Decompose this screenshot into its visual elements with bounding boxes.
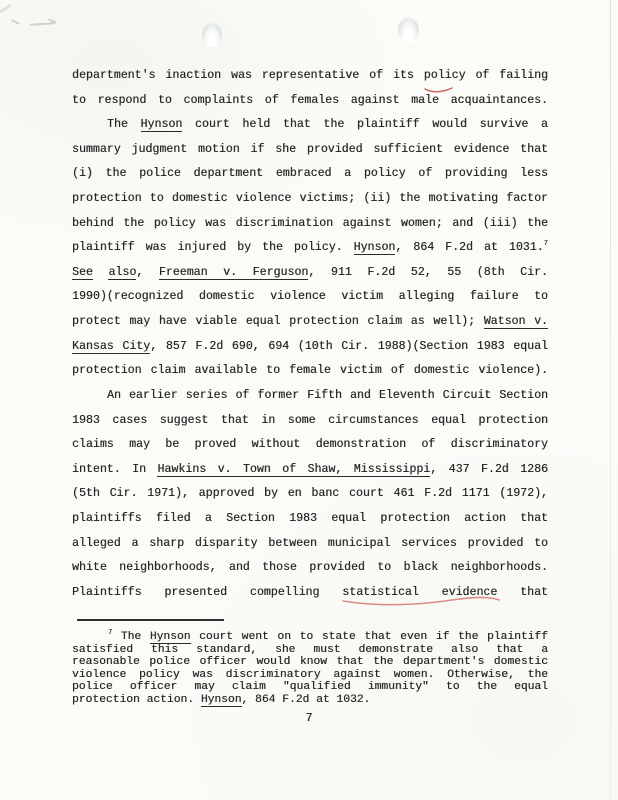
body-line bbox=[72, 458, 548, 483]
underlined-case-citation: Hynson bbox=[149, 631, 191, 643]
typed-text: plaintiffs filed a Section 1983 equal protection action that bbox=[72, 511, 548, 525]
body-line bbox=[72, 556, 548, 581]
footnote-line bbox=[72, 644, 548, 657]
typed-text: (i) the police department embraced a policy of providing less bbox=[72, 167, 548, 181]
typed-text: plaintiff was injured by the policy. bbox=[72, 241, 354, 255]
pencil-mark bbox=[30, 22, 55, 25]
footnote-line bbox=[72, 681, 548, 694]
typed-text: The bbox=[107, 118, 141, 132]
body-line bbox=[72, 335, 548, 360]
punch-hole-right bbox=[398, 17, 419, 43]
typed-text: protection action. bbox=[72, 693, 201, 706]
body-line bbox=[72, 162, 548, 187]
body-line bbox=[72, 113, 548, 138]
body-line bbox=[72, 409, 548, 434]
typed-text: , 437 F.2d 1286 bbox=[430, 462, 548, 476]
body-line bbox=[72, 261, 548, 286]
underlined-case-citation: Hynson bbox=[353, 241, 396, 255]
typed-text: Plaintiffs presented compelling statistical evidence that bbox=[72, 585, 548, 599]
typed-text: police officer may claim "qualified immunity" to the equal bbox=[72, 681, 548, 694]
body-line bbox=[72, 285, 548, 310]
body-text-block bbox=[72, 64, 548, 605]
punch-hole-left bbox=[202, 22, 222, 47]
footnote-line bbox=[72, 669, 548, 682]
typed-text: The bbox=[112, 631, 150, 643]
typed-text: , 911 F.2d 52, 55 (8th Cir. bbox=[308, 265, 548, 279]
pencil-mark bbox=[11, 19, 20, 24]
body-line bbox=[72, 433, 548, 458]
body-line bbox=[72, 187, 548, 212]
footnote-line bbox=[72, 656, 548, 669]
body-line bbox=[72, 138, 548, 163]
typed-text: reasonable police officer would know that the department's domestic bbox=[72, 656, 548, 669]
footnote-line bbox=[72, 694, 548, 707]
underlined-case-citation: also bbox=[108, 265, 137, 279]
typed-text: 1990)(recognized domestic violence victim alleging failure to bbox=[72, 290, 548, 304]
body-line bbox=[72, 236, 548, 261]
typed-text: 1983 cases suggest that in some circumstances equal protection bbox=[72, 413, 548, 427]
body-line bbox=[72, 359, 548, 384]
underlined-case-citation: Kansas City bbox=[72, 339, 151, 353]
typed-text: protect may have viable equal protection claim as well); bbox=[72, 315, 484, 329]
typed-text: , 864 F.2d at 1032. bbox=[241, 693, 371, 706]
typed-text: intent. In bbox=[72, 462, 158, 476]
body-line bbox=[72, 482, 548, 507]
typed-text: summary judgment motion if she provided sufficient evidence that bbox=[72, 142, 548, 156]
typed-text: violence policy was discriminatory against women. Otherwise, the bbox=[72, 668, 548, 681]
underlined-case-citation: Hynson bbox=[200, 693, 242, 706]
footnote-reference: 7 bbox=[543, 240, 548, 249]
typed-text: claims may be proved without demonstration of discriminatory bbox=[72, 438, 548, 452]
typed-text: white neighborhoods, and those provided to black neighborhoods. bbox=[72, 561, 548, 575]
body-line bbox=[72, 507, 548, 532]
typed-text bbox=[93, 266, 109, 279]
body-line bbox=[72, 212, 548, 237]
typed-text: alleged a sharp disparity between municipal services provided to bbox=[72, 536, 548, 550]
body-line bbox=[72, 581, 548, 606]
body-line bbox=[72, 384, 548, 409]
body-line bbox=[72, 89, 548, 114]
underlined-case-citation: Freeman v. Ferguson bbox=[158, 265, 309, 279]
typed-text: , 857 F.2d 690, 694 (10th Cir. 1988)(Section 1983 equal bbox=[150, 339, 549, 353]
typed-text: satisfied this standard, she must demonstrate also that a bbox=[72, 643, 548, 656]
typed-text: An earlier series of former Fifth and Eleventh Circuit Section bbox=[107, 388, 548, 402]
underlined-case-citation: See bbox=[72, 265, 93, 279]
typed-text: court held that the plaintiff would survive a bbox=[182, 118, 548, 132]
body-line bbox=[72, 310, 548, 335]
typed-text: department's inaction was representative of its policy of failing bbox=[72, 69, 548, 82]
underlined-case-citation: Watson v. bbox=[483, 315, 548, 329]
scan-edge-artifact bbox=[610, 0, 612, 800]
body-line bbox=[72, 532, 548, 557]
footnote-separator bbox=[77, 619, 224, 621]
scan-corner-artifact bbox=[0, 4, 12, 15]
footnote-block bbox=[72, 631, 548, 707]
body-line bbox=[72, 64, 548, 89]
footnote-reference: 7 bbox=[108, 629, 113, 638]
typed-text: protection claim available to female victim of domestic violence). bbox=[72, 364, 548, 378]
typed-text: , 864 F.2d at 1031. bbox=[395, 241, 544, 255]
typed-text: to respond to complaints of females against male acquaintances. bbox=[72, 93, 548, 107]
underlined-case-citation: Hynson bbox=[140, 118, 183, 132]
typed-text: court went on to state that even if the plaintiff bbox=[190, 631, 548, 643]
page-number: 7 bbox=[305, 712, 313, 725]
typed-text: protection to domestic violence victims; (ii) the motivating factor bbox=[72, 192, 548, 206]
underlined-case-citation: Hawkins v. Town of Shaw, Mississippi bbox=[157, 462, 431, 476]
typed-text: behind the policy was discrimination against women; and (iii) the bbox=[72, 216, 548, 230]
typed-text: , bbox=[136, 265, 159, 279]
typed-text: (5th Cir. 1971), approved by en banc court 461 F.2d 1171 (1972), bbox=[72, 487, 548, 501]
footnote-line bbox=[72, 631, 548, 644]
